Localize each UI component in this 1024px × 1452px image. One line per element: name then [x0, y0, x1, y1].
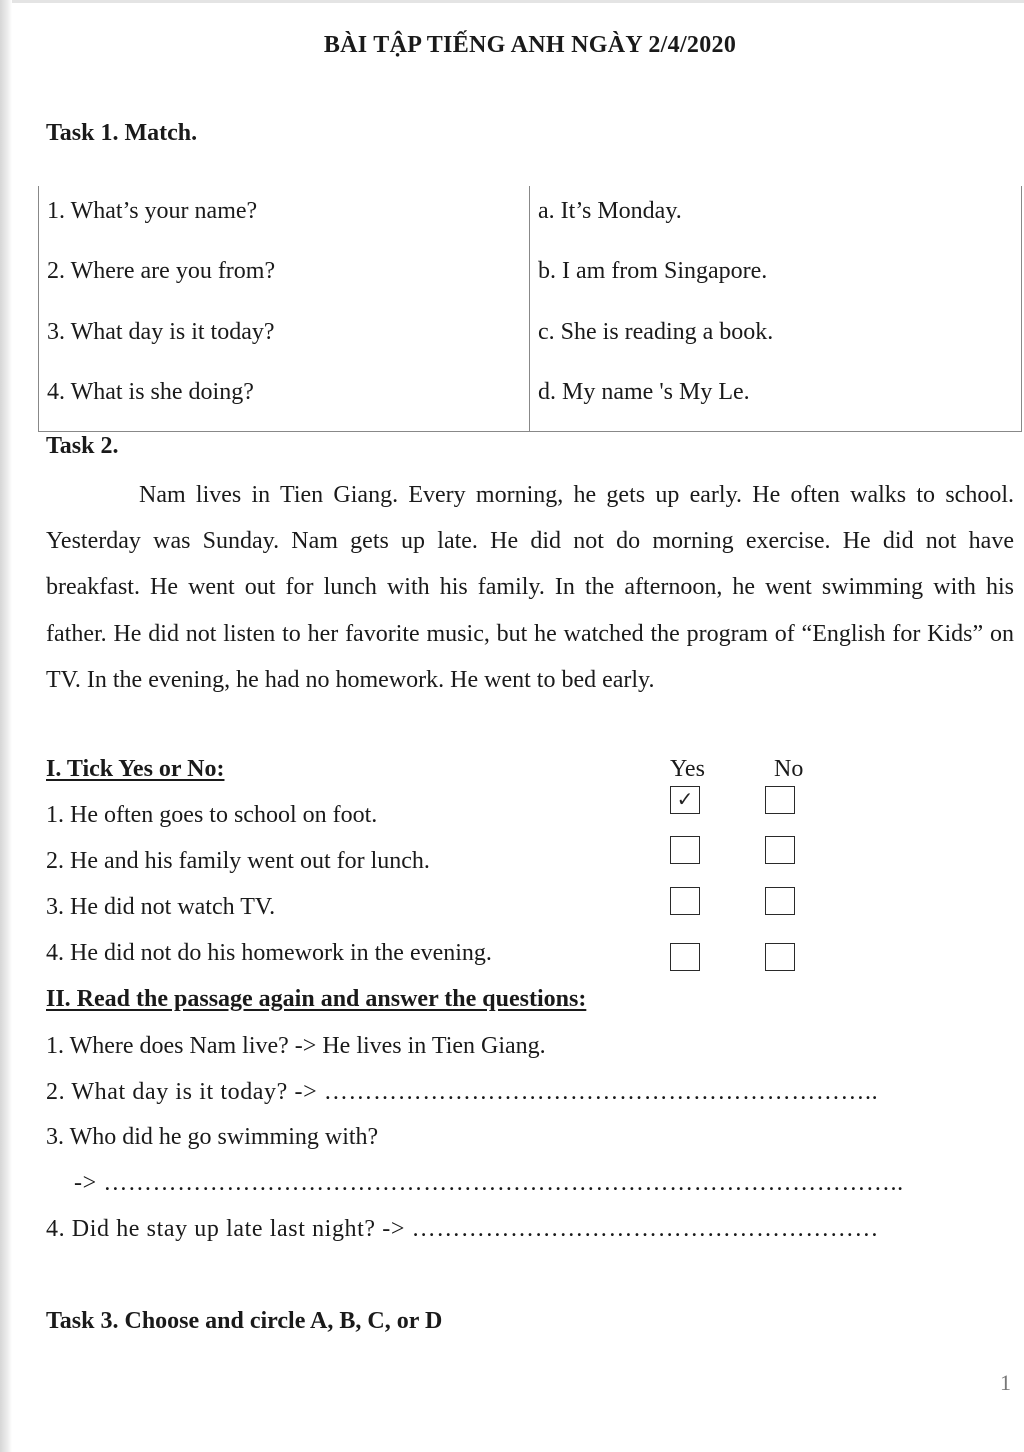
yes-column-label: Yes: [670, 756, 705, 782]
task1-heading: Task 1. Match.: [46, 120, 198, 146]
question-line-1: 1. Where does Nam live? -> He lives in Tien Giang.: [46, 1033, 546, 1059]
page-number: 1: [1000, 1370, 1011, 1395]
tick-statement-2: 2. He and his family went out for lunch.: [46, 848, 430, 874]
tick-yes-box-2[interactable]: [670, 836, 700, 864]
page-title: BÀI TẬP TIẾNG ANH NGÀY 2/4/2020: [323, 32, 737, 58]
question-line-3: 3. Who did he go swimming with?: [46, 1124, 379, 1150]
match-question-2: 2. Where are you from?: [47, 258, 276, 284]
no-column-label: No: [774, 756, 804, 782]
question-line-4[interactable]: 4. Did he stay up late last night? -> …………………………………………………: [46, 1216, 879, 1242]
tick-no-box-2[interactable]: [765, 836, 795, 864]
question-line-2[interactable]: 2. What day is it today? -> …………………………………………………………..: [46, 1079, 879, 1105]
match-answers-column: [530, 186, 1021, 431]
tick-statement-3: 3. He did not watch TV.: [46, 894, 276, 920]
match-answer-c: c. She is reading a book.: [538, 319, 774, 345]
tick-no-box-4[interactable]: [765, 943, 795, 971]
tick-yes-box-1[interactable]: ✓: [670, 786, 700, 814]
tick-statement-4: 4. He did not do his homework in the evening.: [46, 940, 492, 966]
questions-section-heading: II. Read the passage again and answer the questions:: [46, 986, 587, 1012]
match-question-3: 3. What day is it today?: [47, 319, 275, 345]
task3-heading: Task 3. Choose and circle A, B, C, or D: [46, 1308, 443, 1334]
tick-no-box-3[interactable]: [765, 887, 795, 915]
match-question-4: 4. What is she doing?: [47, 379, 254, 405]
match-question-1: 1. What’s your name?: [47, 198, 258, 224]
tick-yes-box-3[interactable]: [670, 887, 700, 915]
match-answer-b: b. I am from Singapore.: [538, 258, 768, 284]
tick-section-heading: I. Tick Yes or No:: [46, 756, 225, 782]
task2-heading: Task 2.: [46, 433, 119, 459]
match-answer-a: a. It’s Monday.: [538, 198, 682, 224]
match-table: [38, 186, 1022, 432]
tick-yes-box-4[interactable]: [670, 943, 700, 971]
match-answer-d: d. My name 's My Le.: [538, 379, 750, 405]
reading-passage: Nam lives in Tien Giang. Every morning, he gets up early. He often walks to school. Yesterday was Sunday. Nam gets up late. He did not do morning exercise. He did not have breakfast. He went out for lunch with his family. In the afternoon, he went swimming with his father. He did not listen to her favorite music, but he watched the program of “English for Kids” on TV. In the evening, he had no homework. He went to bed early.: [46, 482, 1014, 693]
match-questions-column: [39, 186, 530, 431]
tick-no-box-1[interactable]: [765, 786, 795, 814]
answer-line-3[interactable]: -> ……………………………………………………………………………………..: [74, 1170, 904, 1196]
tick-statement-1: 1. He often goes to school on foot.: [46, 802, 378, 828]
